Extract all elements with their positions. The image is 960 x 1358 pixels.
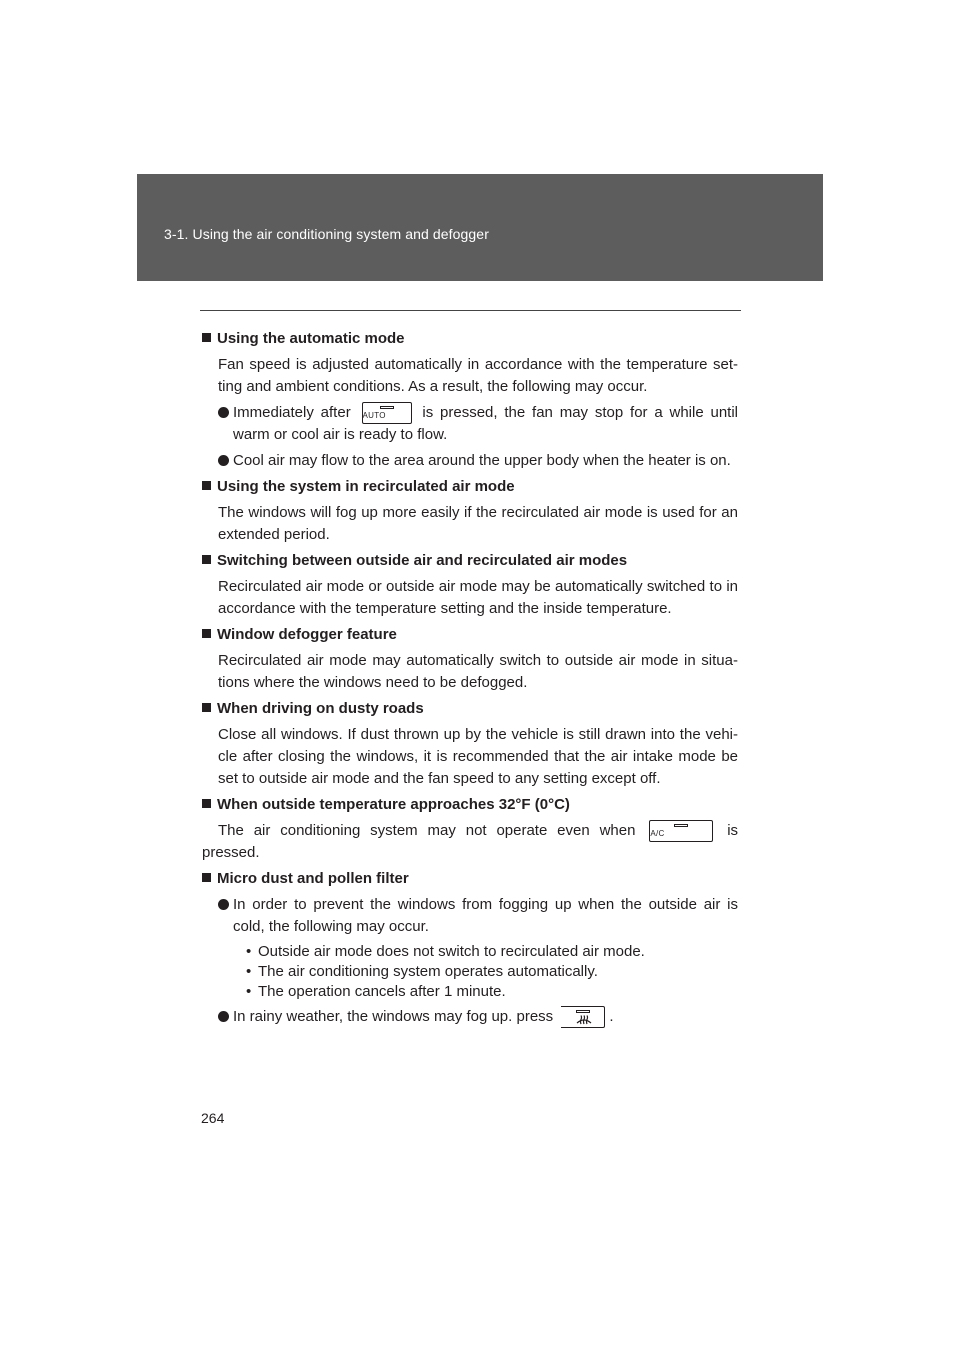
section-text: Fan speed is adjusted automatically in accordance with the temperature set-ting and ambient conditions. As a result, the following may occur. xyxy=(218,356,738,395)
bullet-item: Cool air may flow to the area around the upper body when the heater is on. xyxy=(202,450,738,472)
page-content xyxy=(202,328,738,1032)
section-text: Recirculated air mode may automatically switch to outside air mode in situa-tions where the windows need to be defogged. xyxy=(218,652,738,691)
list-item: • Outside air mode does not switch to recirculated air mode. xyxy=(246,943,645,960)
section-heading: Using the automatic mode xyxy=(202,328,738,350)
square-bullet-icon xyxy=(202,481,211,490)
divider xyxy=(200,310,741,311)
section-text-continued: pressed. xyxy=(202,844,260,861)
section-heading: Micro dust and pollen filter xyxy=(202,868,738,890)
section-switching-modes xyxy=(202,550,738,620)
section-outside-temperature xyxy=(202,794,738,864)
square-bullet-icon xyxy=(202,799,211,808)
section-text: Close all windows. If dust thrown up by the vehicle is still drawn into the vehi-cle after closing the windows, it is recommended that the air intake mode be set to outside air mode and the fan speed to any setting except off. xyxy=(218,726,738,787)
round-bullet-icon xyxy=(218,455,229,466)
list-item: • The operation cancels after 1 minute. xyxy=(246,983,506,1000)
section-text: The windows will fog up more easily if the recirculated air mode is used for an extended period. xyxy=(218,504,738,543)
sub-list xyxy=(202,942,738,1002)
section-heading: When outside temperature approaches 32°F (0°C) xyxy=(202,794,738,816)
square-bullet-icon xyxy=(202,555,211,564)
section-title: 3-1. Using the air conditioning system and defogger xyxy=(164,226,489,242)
header-band xyxy=(137,174,823,281)
bullet-item: In order to prevent the windows from fogging up when the outside air is cold, the following may occur. xyxy=(202,894,738,938)
defroster-icon xyxy=(576,1015,592,1026)
section-automatic-mode xyxy=(202,328,738,472)
section-heading: Using the system in recirculated air mode xyxy=(202,476,738,498)
square-bullet-icon xyxy=(202,873,211,882)
section-text: Recirculated air mode or outside air mode may be automatically switched to in accordance with the temperature setting and the inside temperature. xyxy=(218,578,738,617)
bullet-item: Immediately after AUTO is pressed, the fan may stop for a while until warm or cool air is ready to flow. xyxy=(202,402,738,446)
section-heading: Switching between outside air and recirculated air modes xyxy=(202,550,738,572)
page-number: 264 xyxy=(201,1110,225,1126)
section-heading: Window defogger feature xyxy=(202,624,738,646)
section-recirculated-mode xyxy=(202,476,738,546)
section-dusty-roads xyxy=(202,698,738,790)
ac-button-icon: A/C xyxy=(649,820,713,842)
round-bullet-icon xyxy=(218,899,229,910)
round-bullet-icon xyxy=(218,1011,229,1022)
section-dust-pollen-filter xyxy=(202,868,738,1028)
round-bullet-icon xyxy=(218,407,229,418)
section-text: The air conditioning system may not operate even when A/C is xyxy=(202,820,738,842)
auto-button-icon: AUTO xyxy=(362,402,412,424)
windshield-defogger-button-icon xyxy=(561,1006,605,1028)
list-item: • The air conditioning system operates automatically. xyxy=(246,963,598,980)
section-defogger-feature xyxy=(202,624,738,694)
square-bullet-icon xyxy=(202,629,211,638)
section-heading: When driving on dusty roads xyxy=(202,698,738,720)
square-bullet-icon xyxy=(202,333,211,342)
square-bullet-icon xyxy=(202,703,211,712)
bullet-item: In rainy weather, the windows may fog up. press . xyxy=(202,1006,738,1028)
